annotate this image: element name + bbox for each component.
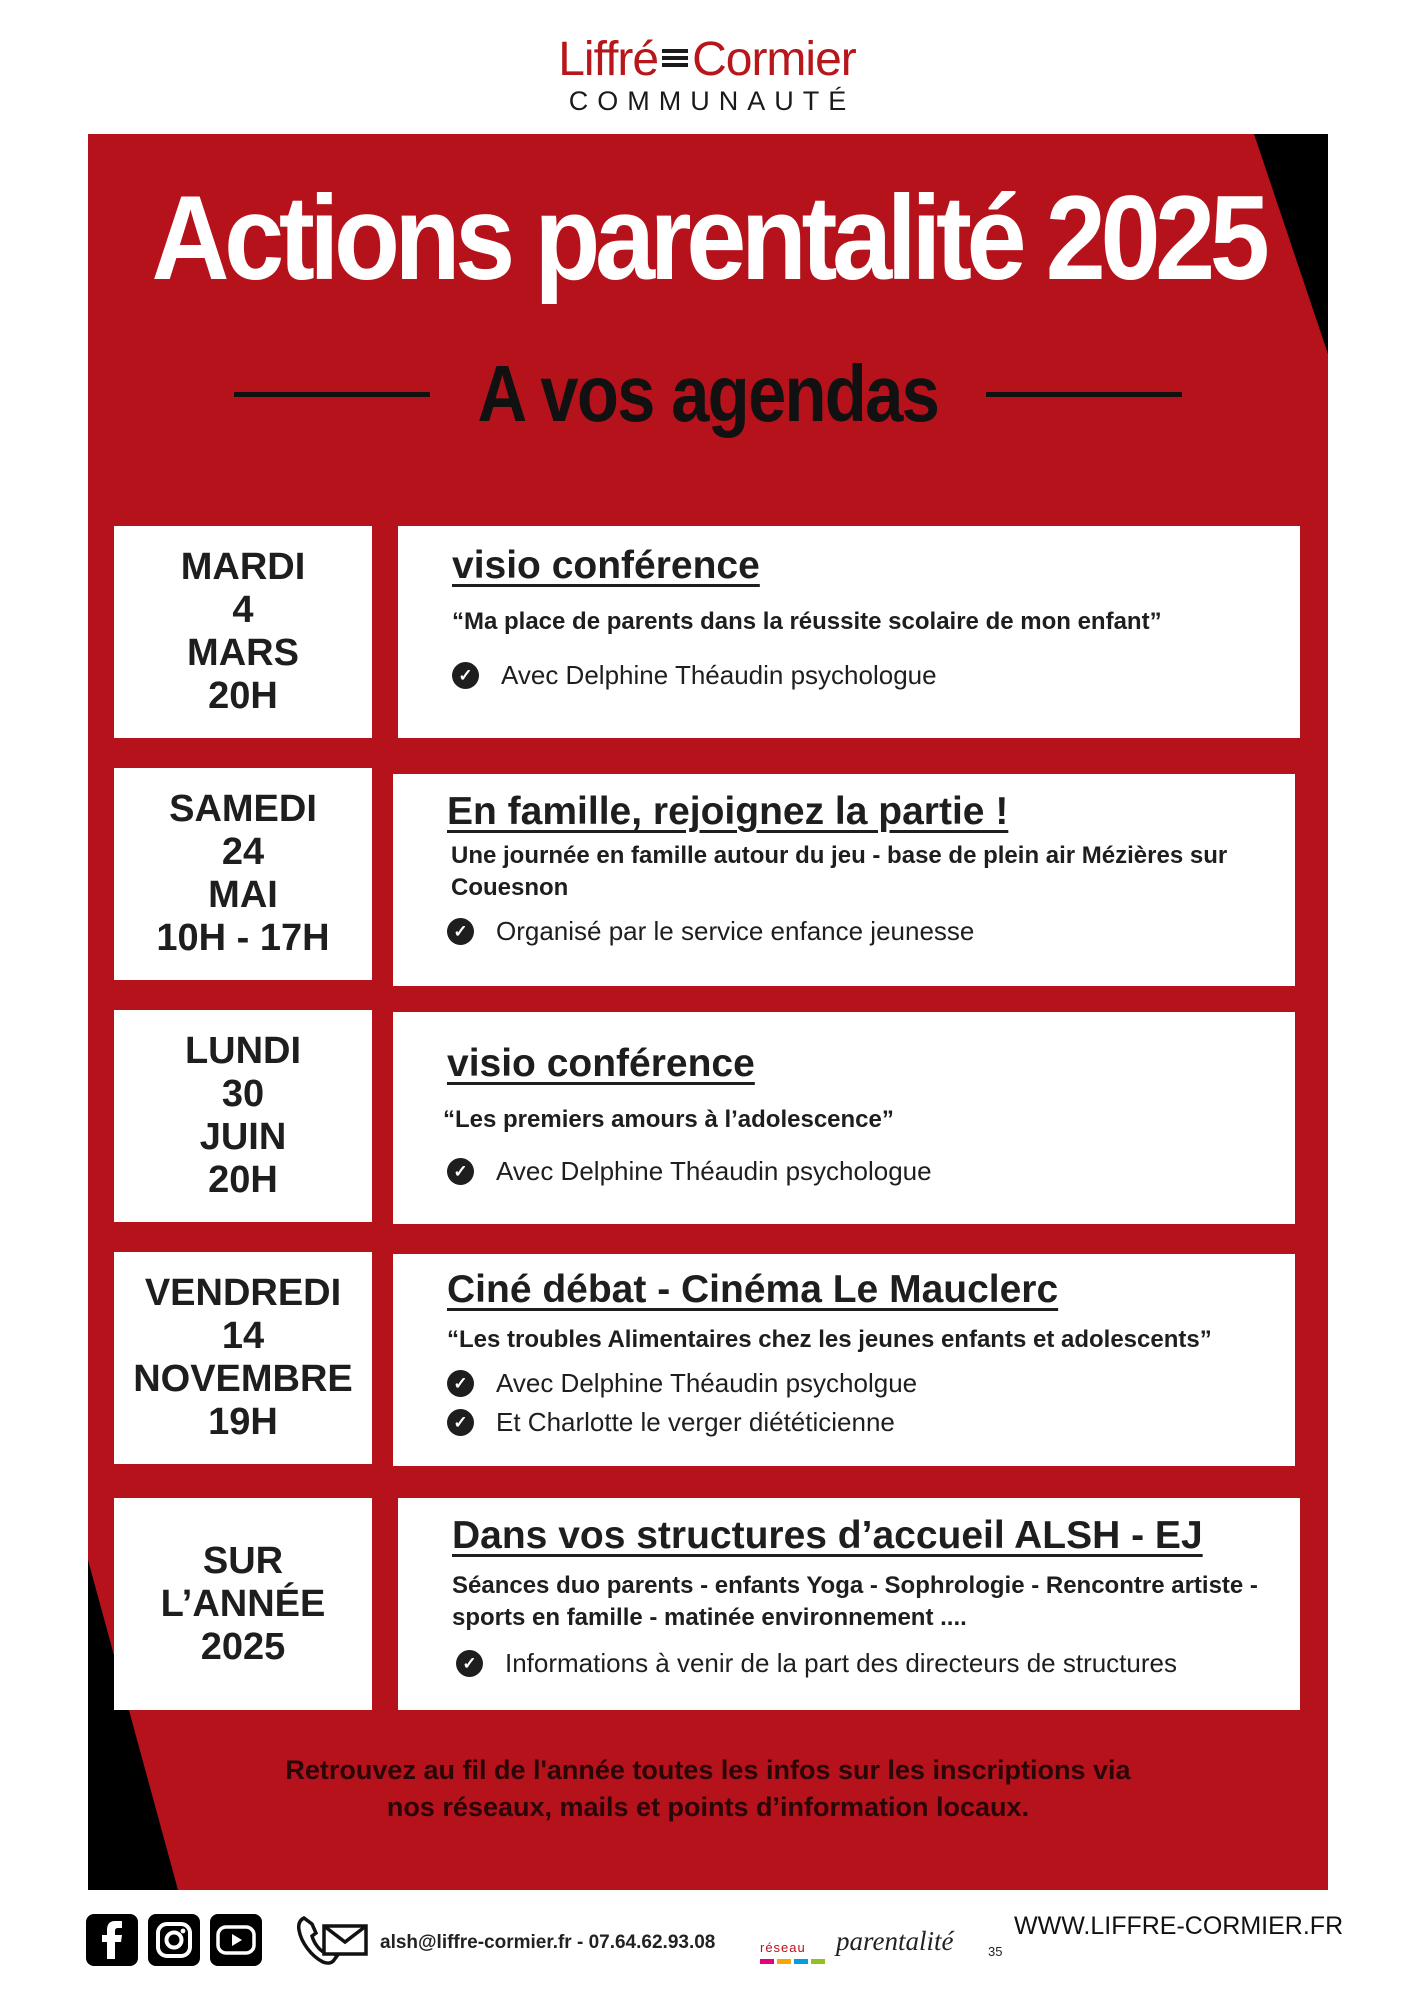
date-line: 30 [221, 1073, 265, 1115]
footer-bar [86, 1910, 1344, 1976]
event-title: Ciné débat - Cinéma Le Mauclerc [447, 1268, 1059, 1311]
date-line: VENDREDI [144, 1272, 342, 1314]
reseau-logo-number: 35 [988, 1944, 1003, 1959]
date-line: SAMEDI [169, 788, 317, 830]
logo-text-right: Cormier [692, 33, 856, 86]
event-card [393, 774, 1295, 986]
event-description: “Les premiers amours à l’adolescence” [443, 1106, 894, 1133]
reseau-logo-text: parentalité [836, 1926, 954, 1956]
date-line: MAI [208, 874, 278, 916]
date-line: NOVEMBRE [133, 1358, 353, 1400]
event-detail-item [452, 1648, 1300, 1679]
poster [88, 134, 1328, 1890]
event-description: Séances duo parents - enfants Yoga - Sophrologie - Rencontre artiste - sports en famille - matinée environnement .... [452, 1572, 1258, 1631]
date-line: 10H - 17H [156, 917, 330, 959]
event-card [393, 1254, 1295, 1466]
event-detail-item [447, 916, 1295, 947]
info-footer-line: Retrouvez au fil de l'année toutes les infos sur les inscriptions via [285, 1755, 1131, 1785]
event-detail-item [452, 660, 1300, 691]
reseau-logo-small-text: réseau [760, 1940, 806, 1955]
website-link[interactable]: WWW.LIFFRE-CORMIER.FR [1014, 1912, 1344, 1940]
event-title: En famille, rejoignez la partie ! [447, 790, 1009, 833]
event-detail-text: Informations à venir de la part des directeurs de structures [505, 1648, 1177, 1678]
subtitle-row [88, 344, 1328, 444]
date-line: 20H [208, 1159, 278, 1201]
event-detail-text: Et Charlotte le verger diététicienne [496, 1407, 895, 1437]
event-description: Une journée en famille autour du jeu - base de plein air Mézières sur Couesnon [451, 842, 1228, 901]
check-circle-icon: ✓ [447, 918, 474, 945]
youtube-icon[interactable] [210, 1914, 262, 1966]
event-detail-text: Avec Delphine Théaudin psycholgue [496, 1368, 918, 1398]
logo-subtext: COMMUNAUTÉ [568, 86, 856, 116]
event-title: visio conférence [447, 1042, 755, 1085]
date-line: 19H [208, 1401, 278, 1443]
event-detail-item [447, 1156, 1295, 1187]
date-line: 24 [221, 831, 265, 873]
event-card [398, 526, 1300, 738]
logo-wordmark [0, 34, 1414, 86]
logo-equals-icon [662, 49, 688, 67]
event-card [398, 1498, 1300, 1710]
check-circle-icon: ✓ [447, 1370, 474, 1397]
instagram-icon[interactable] [148, 1914, 200, 1966]
contact-info[interactable]: alsh@liffre-cormier.fr - 07.64.62.93.08 [380, 1932, 716, 1953]
check-circle-icon: ✓ [447, 1409, 474, 1436]
date-line: 2025 [200, 1625, 286, 1668]
subtitle-line-right [986, 392, 1182, 397]
event-card [393, 1012, 1295, 1224]
date-line: 14 [221, 1315, 265, 1357]
check-circle-icon: ✓ [456, 1650, 483, 1677]
date-line: LUNDI [184, 1030, 302, 1072]
subtitle: A vos agendas [477, 349, 939, 438]
check-circle-icon: ✓ [447, 1158, 474, 1185]
info-footer-text [88, 1752, 1328, 1826]
subtitle-line-left [234, 392, 430, 397]
check-circle-icon: ✓ [452, 662, 479, 689]
event-detail-item [447, 1368, 1295, 1399]
logo [0, 34, 1414, 117]
facebook-icon[interactable] [86, 1914, 138, 1966]
date-line: MARDI [180, 546, 306, 588]
date-line: MARS [187, 632, 299, 674]
date-line: 4 [232, 589, 254, 631]
event-detail-text: Avec Delphine Théaudin psychologue [496, 1156, 932, 1186]
date-line: SUR [202, 1539, 284, 1582]
event-title: visio conférence [452, 544, 760, 587]
event-date [114, 1010, 372, 1222]
event-detail-text: Avec Delphine Théaudin psychologue [501, 660, 937, 690]
event-date [114, 526, 372, 738]
event-date [114, 768, 372, 980]
event-description: “Ma place de parents dans la réussite scolaire de mon enfant” [452, 608, 1162, 635]
date-line: L’ANNÉE [160, 1582, 326, 1625]
reseau-logo-colorbars [760, 1959, 825, 1964]
event-description: “Les troubles Alimentaires chez les jeunes enfants et adolescents” [447, 1326, 1212, 1353]
event-date [114, 1498, 372, 1710]
event-detail-text: Organisé par le service enfance jeunesse [496, 916, 975, 946]
info-footer-line: nos réseaux, mails et points d’information locaux. [386, 1792, 1030, 1822]
phone-mail-icon [294, 1912, 372, 1974]
event-detail-item [447, 1407, 1295, 1438]
page-title: Actions parentalité 2025 [151, 171, 1265, 305]
date-line: 20H [208, 675, 278, 717]
date-line: JUIN [199, 1116, 287, 1158]
event-date [114, 1252, 372, 1464]
logo-text-left: Liffré [558, 33, 659, 86]
event-title: Dans vos structures d’accueil ALSH - EJ [452, 1514, 1203, 1557]
